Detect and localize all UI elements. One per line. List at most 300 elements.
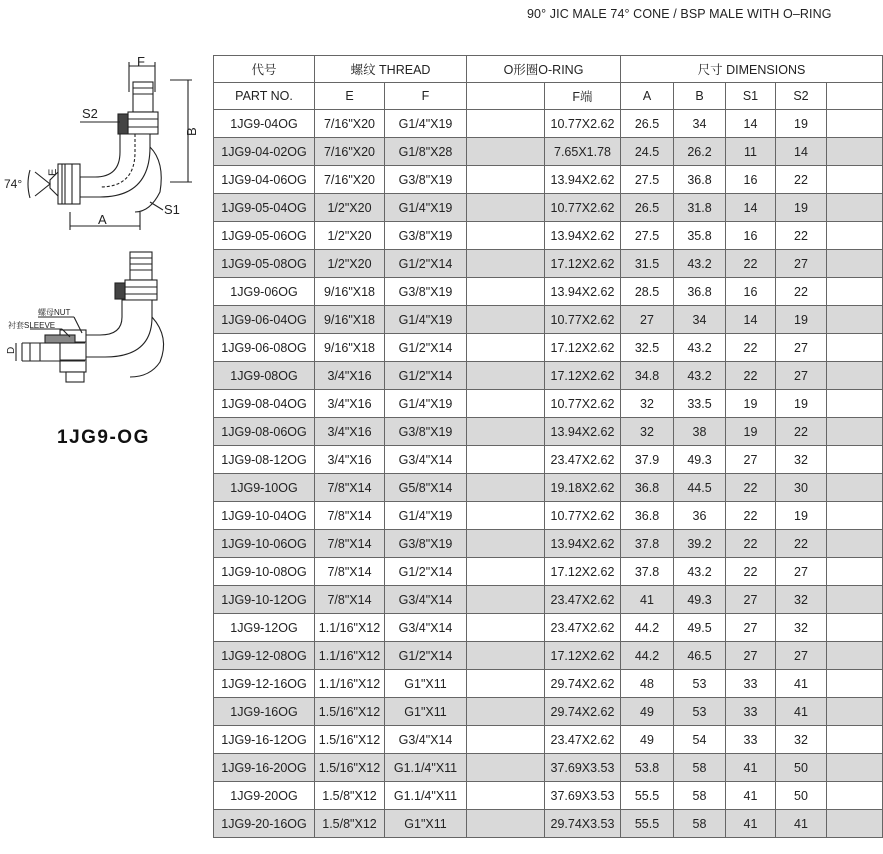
cell-oring: 23.47X2.62: [545, 586, 621, 614]
table-row: [214, 642, 883, 670]
cell-blank-end: [827, 110, 883, 138]
cell-dim-b: 54: [674, 726, 726, 754]
cell-dim-b: 49.3: [674, 586, 726, 614]
table-row: [214, 614, 883, 642]
cell-dim-s2: 19: [776, 110, 827, 138]
cell-thread-e: 1.1/16"X12: [315, 642, 385, 670]
cell-dim-b: 36: [674, 502, 726, 530]
cell-dim-a: 44.2: [621, 614, 674, 642]
cell-part-no: 1JG9-06-08OG: [214, 334, 315, 362]
header-b: B: [674, 83, 726, 110]
cell-oring: 13.94X2.62: [545, 166, 621, 194]
cell-thread-e: 1.1/16"X12: [315, 670, 385, 698]
cell-part-no: 1JG9-05-04OG: [214, 194, 315, 222]
cell-dim-s2: 41: [776, 810, 827, 838]
cell-dim-s2: 19: [776, 390, 827, 418]
cell-part-no: 1JG9-08-06OG: [214, 418, 315, 446]
cell-dim-a: 41: [621, 586, 674, 614]
cell-dim-a: 48: [621, 670, 674, 698]
table-row: [214, 222, 883, 250]
cell-blank: [467, 446, 545, 474]
cell-dim-s1: 41: [726, 810, 776, 838]
cell-blank: [467, 642, 545, 670]
header-dimensions: 尺寸 DIMENSIONS: [621, 56, 883, 83]
cell-dim-s1: 22: [726, 250, 776, 278]
label-angle: 74°: [4, 177, 23, 191]
cell-dim-s1: 14: [726, 306, 776, 334]
page-title: 90° JIC MALE 74° CONE / BSP MALE WITH O–RING: [527, 7, 832, 21]
table-row: [214, 110, 883, 138]
cell-dim-a: 31.5: [621, 250, 674, 278]
cell-blank-end: [827, 222, 883, 250]
table-row: [214, 278, 883, 306]
cell-oring: 29.74X2.62: [545, 698, 621, 726]
cell-dim-s1: 11: [726, 138, 776, 166]
cell-thread-e: 7/16"X20: [315, 138, 385, 166]
label-a: A: [98, 212, 107, 227]
cell-dim-s1: 22: [726, 530, 776, 558]
cell-thread-f: G3/8"X19: [385, 222, 467, 250]
cell-blank: [467, 194, 545, 222]
cell-thread-e: 1.5/16"X12: [315, 698, 385, 726]
cell-thread-f: G3/8"X19: [385, 166, 467, 194]
cell-thread-e: 9/16"X18: [315, 278, 385, 306]
table-row: [214, 166, 883, 194]
cell-thread-f: G1/2"X14: [385, 362, 467, 390]
cell-dim-b: 43.2: [674, 558, 726, 586]
cell-thread-e: 7/8"X14: [315, 502, 385, 530]
cell-dim-a: 55.5: [621, 782, 674, 810]
cell-dim-b: 26.2: [674, 138, 726, 166]
cell-blank-end: [827, 362, 883, 390]
cell-dim-s2: 27: [776, 250, 827, 278]
cell-oring: 23.47X2.62: [545, 446, 621, 474]
header-row-1: [214, 56, 883, 83]
cell-blank-end: [827, 446, 883, 474]
cell-dim-b: 58: [674, 782, 726, 810]
cell-dim-s1: 27: [726, 614, 776, 642]
table-row: [214, 754, 883, 782]
cell-blank-end: [827, 278, 883, 306]
cell-thread-f: G1/8"X28: [385, 138, 467, 166]
cell-blank-end: [827, 502, 883, 530]
header-e: E: [315, 83, 385, 110]
cell-part-no: 1JG9-04OG: [214, 110, 315, 138]
cell-dim-a: 37.9: [621, 446, 674, 474]
technical-drawings: [0, 52, 212, 417]
cell-dim-s1: 22: [726, 502, 776, 530]
cell-dim-b: 49.5: [674, 614, 726, 642]
cell-thread-e: 7/16"X20: [315, 166, 385, 194]
cell-part-no: 1JG9-10OG: [214, 474, 315, 502]
cell-blank: [467, 782, 545, 810]
cell-part-no: 1JG9-10-06OG: [214, 530, 315, 558]
cell-dim-b: 58: [674, 810, 726, 838]
cell-blank: [467, 110, 545, 138]
cell-part-no: 1JG9-12-08OG: [214, 642, 315, 670]
cell-part-no: 1JG9-10-12OG: [214, 586, 315, 614]
label-s2: S2: [82, 106, 98, 121]
cell-blank-end: [827, 670, 883, 698]
cell-thread-e: 3/4"X16: [315, 390, 385, 418]
cell-blank: [467, 754, 545, 782]
cell-part-no: 1JG9-05-06OG: [214, 222, 315, 250]
cell-part-no: 1JG9-06OG: [214, 278, 315, 306]
cell-blank-end: [827, 558, 883, 586]
cell-dim-a: 27.5: [621, 222, 674, 250]
cell-thread-f: G1.1/4"X11: [385, 754, 467, 782]
cell-blank-end: [827, 586, 883, 614]
cell-dim-s1: 16: [726, 166, 776, 194]
cell-thread-e: 3/4"X16: [315, 362, 385, 390]
table-row: [214, 418, 883, 446]
cell-oring: 29.74X3.53: [545, 810, 621, 838]
header-a: A: [621, 83, 674, 110]
cell-dim-s2: 27: [776, 362, 827, 390]
cell-blank-end: [827, 530, 883, 558]
cell-dim-b: 36.8: [674, 166, 726, 194]
cell-dim-a: 26.5: [621, 110, 674, 138]
cell-dim-s1: 27: [726, 446, 776, 474]
cell-dim-a: 36.8: [621, 474, 674, 502]
cell-dim-s1: 22: [726, 334, 776, 362]
label-e: E: [47, 168, 59, 176]
cell-dim-s2: 22: [776, 222, 827, 250]
elbow-drawing-bottom: [16, 252, 164, 382]
cell-dim-a: 28.5: [621, 278, 674, 306]
cell-dim-s2: 22: [776, 418, 827, 446]
cell-part-no: 1JG9-12OG: [214, 614, 315, 642]
cell-dim-a: 32.5: [621, 334, 674, 362]
cell-dim-s2: 32: [776, 614, 827, 642]
cell-blank: [467, 670, 545, 698]
cell-dim-a: 44.2: [621, 642, 674, 670]
cell-part-no: 1JG9-04-02OG: [214, 138, 315, 166]
cell-dim-s2: 41: [776, 698, 827, 726]
cell-dim-b: 43.2: [674, 250, 726, 278]
cell-thread-e: 7/8"X14: [315, 474, 385, 502]
cell-thread-e: 1.5/8"X12: [315, 810, 385, 838]
table-row: [214, 670, 883, 698]
cell-blank: [467, 530, 545, 558]
table-row: [214, 306, 883, 334]
cell-dim-s2: 50: [776, 754, 827, 782]
cell-dim-s2: 32: [776, 586, 827, 614]
label-nut: 螺母NUT: [38, 308, 71, 317]
cell-thread-f: G5/8"X14: [385, 474, 467, 502]
cell-thread-f: G3/8"X19: [385, 530, 467, 558]
cell-thread-e: 7/8"X14: [315, 586, 385, 614]
cell-thread-f: G1"X11: [385, 698, 467, 726]
cell-dim-b: 53: [674, 670, 726, 698]
cell-blank: [467, 586, 545, 614]
cell-part-no: 1JG9-05-08OG: [214, 250, 315, 278]
cell-thread-e: 3/4"X16: [315, 418, 385, 446]
cell-dim-a: 32: [621, 390, 674, 418]
cell-thread-e: 1/2"X20: [315, 250, 385, 278]
cell-dim-s2: 27: [776, 558, 827, 586]
cell-oring: 10.77X2.62: [545, 502, 621, 530]
cell-part-no: 1JG9-08OG: [214, 362, 315, 390]
cell-blank: [467, 390, 545, 418]
table-row: [214, 138, 883, 166]
cell-dim-s2: 30: [776, 474, 827, 502]
cell-dim-b: 38: [674, 418, 726, 446]
cell-dim-a: 37.8: [621, 530, 674, 558]
cell-thread-e: 9/16"X18: [315, 306, 385, 334]
header-part-cn: 代号: [214, 56, 315, 83]
cell-blank: [467, 250, 545, 278]
header-s2: S2: [776, 83, 827, 110]
cell-part-no: 1JG9-16-12OG: [214, 726, 315, 754]
cell-dim-s1: 14: [726, 194, 776, 222]
label-sleeve: 衬套SLEEVE: [8, 321, 56, 330]
cell-blank-end: [827, 754, 883, 782]
cell-dim-s1: 16: [726, 278, 776, 306]
cell-dim-b: 49.3: [674, 446, 726, 474]
cell-blank: [467, 306, 545, 334]
cell-dim-b: 31.8: [674, 194, 726, 222]
cell-dim-b: 44.5: [674, 474, 726, 502]
table-row: [214, 194, 883, 222]
cell-dim-b: 58: [674, 754, 726, 782]
cell-blank-end: [827, 698, 883, 726]
cell-part-no: 1JG9-08-12OG: [214, 446, 315, 474]
cell-dim-a: 26.5: [621, 194, 674, 222]
table-row: [214, 362, 883, 390]
cell-blank-end: [827, 782, 883, 810]
cell-oring: 17.12X2.62: [545, 362, 621, 390]
cell-blank-end: [827, 614, 883, 642]
header-f: F: [385, 83, 467, 110]
cell-blank: [467, 222, 545, 250]
cell-dim-s2: 32: [776, 446, 827, 474]
cell-blank-end: [827, 194, 883, 222]
cell-dim-s2: 14: [776, 138, 827, 166]
cell-blank: [467, 166, 545, 194]
cell-thread-e: 7/16"X20: [315, 110, 385, 138]
cell-dim-b: 43.2: [674, 362, 726, 390]
table-row: [214, 810, 883, 838]
cell-dim-s2: 22: [776, 530, 827, 558]
header-thread: 螺纹 THREAD: [315, 56, 467, 83]
label-f: F: [137, 54, 145, 69]
cell-oring: 37.69X3.53: [545, 754, 621, 782]
cell-part-no: 1JG9-20-16OG: [214, 810, 315, 838]
cell-thread-e: 1.5/16"X12: [315, 726, 385, 754]
table-row: [214, 586, 883, 614]
cell-oring: 17.12X2.62: [545, 642, 621, 670]
cell-dim-b: 36.8: [674, 278, 726, 306]
cell-dim-s1: 27: [726, 642, 776, 670]
cell-blank-end: [827, 138, 883, 166]
cell-thread-e: 9/16"X18: [315, 334, 385, 362]
cell-blank-end: [827, 418, 883, 446]
cell-dim-b: 35.8: [674, 222, 726, 250]
cell-dim-b: 33.5: [674, 390, 726, 418]
cell-dim-s2: 41: [776, 670, 827, 698]
table-row: [214, 698, 883, 726]
cell-dim-s2: 50: [776, 782, 827, 810]
cell-dim-s1: 19: [726, 390, 776, 418]
cell-part-no: 1JG9-04-06OG: [214, 166, 315, 194]
cell-thread-e: 1.5/16"X12: [315, 754, 385, 782]
cell-dim-a: 37.8: [621, 558, 674, 586]
cell-dim-s2: 27: [776, 642, 827, 670]
cell-thread-f: G3/4"X14: [385, 446, 467, 474]
cell-dim-a: 55.5: [621, 810, 674, 838]
cell-dim-s2: 22: [776, 166, 827, 194]
cell-dim-a: 34.8: [621, 362, 674, 390]
cell-blank-end: [827, 334, 883, 362]
label-b: B: [184, 127, 199, 136]
cell-thread-e: 1/2"X20: [315, 194, 385, 222]
cell-thread-f: G3/8"X19: [385, 278, 467, 306]
cell-thread-f: G1/4"X19: [385, 194, 467, 222]
cell-oring: 13.94X2.62: [545, 418, 621, 446]
cell-thread-e: 1/2"X20: [315, 222, 385, 250]
cell-oring: 17.12X2.62: [545, 558, 621, 586]
part-series-label: 1JG9-OG: [57, 427, 150, 448]
cell-oring: 23.47X2.62: [545, 614, 621, 642]
header-blank: [467, 83, 545, 110]
cell-oring: 10.77X2.62: [545, 194, 621, 222]
cell-blank-end: [827, 390, 883, 418]
cell-blank-end: [827, 250, 883, 278]
cell-dim-s1: 41: [726, 754, 776, 782]
cell-oring: 29.74X2.62: [545, 670, 621, 698]
cell-blank-end: [827, 642, 883, 670]
cell-thread-e: 1.1/16"X12: [315, 614, 385, 642]
cell-dim-s2: 19: [776, 194, 827, 222]
cell-dim-a: 24.5: [621, 138, 674, 166]
cell-oring: 10.77X2.62: [545, 110, 621, 138]
cell-thread-f: G3/4"X14: [385, 726, 467, 754]
cell-oring: 17.12X2.62: [545, 334, 621, 362]
cell-thread-f: G1/2"X14: [385, 558, 467, 586]
cell-oring: 10.77X2.62: [545, 390, 621, 418]
cell-dim-s1: 19: [726, 418, 776, 446]
cell-part-no: 1JG9-12-16OG: [214, 670, 315, 698]
header-part-en: PART NO.: [214, 83, 315, 110]
cell-dim-b: 39.2: [674, 530, 726, 558]
cell-thread-f: G1.1/4"X11: [385, 782, 467, 810]
cell-dim-a: 36.8: [621, 502, 674, 530]
cell-thread-f: G1/4"X19: [385, 306, 467, 334]
header-s1: S1: [726, 83, 776, 110]
table-row: [214, 558, 883, 586]
cell-blank: [467, 418, 545, 446]
header-f-end: F端: [545, 83, 621, 110]
cell-dim-b: 43.2: [674, 334, 726, 362]
cell-dim-b: 34: [674, 306, 726, 334]
cell-part-no: 1JG9-20OG: [214, 782, 315, 810]
cell-dim-s2: 27: [776, 334, 827, 362]
cell-dim-a: 27.5: [621, 166, 674, 194]
table-row: [214, 390, 883, 418]
fitting-drawing: [0, 52, 212, 412]
table-row: [214, 530, 883, 558]
label-s1: S1: [164, 202, 180, 217]
cell-oring: 13.94X2.62: [545, 222, 621, 250]
cell-part-no: 1JG9-08-04OG: [214, 390, 315, 418]
cell-thread-e: 7/8"X14: [315, 558, 385, 586]
cell-oring: 13.94X2.62: [545, 278, 621, 306]
cell-dim-s1: 33: [726, 670, 776, 698]
cell-oring: 17.12X2.62: [545, 250, 621, 278]
cell-part-no: 1JG9-16-20OG: [214, 754, 315, 782]
cell-dim-s2: 19: [776, 306, 827, 334]
cell-thread-f: G1/4"X19: [385, 110, 467, 138]
cell-thread-f: G1/4"X19: [385, 502, 467, 530]
cell-thread-f: G3/4"X14: [385, 586, 467, 614]
cell-part-no: 1JG9-06-04OG: [214, 306, 315, 334]
cell-thread-e: 7/8"X14: [315, 530, 385, 558]
cell-thread-f: G3/4"X14: [385, 614, 467, 642]
cell-blank: [467, 810, 545, 838]
header-oring: O形圈O-RING: [467, 56, 621, 83]
cell-blank: [467, 362, 545, 390]
cell-blank: [467, 726, 545, 754]
cell-oring: 23.47X2.62: [545, 726, 621, 754]
cell-oring: 7.65X1.78: [545, 138, 621, 166]
cell-dim-s1: 27: [726, 586, 776, 614]
cell-oring: 10.77X2.62: [545, 306, 621, 334]
cell-dim-s1: 22: [726, 362, 776, 390]
cell-thread-f: G1/2"X14: [385, 250, 467, 278]
spec-table-body: [214, 110, 883, 838]
cell-thread-f: G1/4"X19: [385, 390, 467, 418]
cell-dim-a: 27: [621, 306, 674, 334]
cell-part-no: 1JG9-10-08OG: [214, 558, 315, 586]
cell-part-no: 1JG9-16OG: [214, 698, 315, 726]
cell-oring: 13.94X2.62: [545, 530, 621, 558]
cell-dim-s1: 16: [726, 222, 776, 250]
cell-dim-s1: 33: [726, 698, 776, 726]
cell-dim-s1: 33: [726, 726, 776, 754]
cell-thread-f: G1/2"X14: [385, 642, 467, 670]
cell-dim-s1: 14: [726, 110, 776, 138]
cell-dim-s1: 22: [726, 558, 776, 586]
cell-thread-e: 1.5/8"X12: [315, 782, 385, 810]
cell-thread-f: G1"X11: [385, 670, 467, 698]
cell-dim-s2: 22: [776, 278, 827, 306]
table-row: [214, 250, 883, 278]
table-row: [214, 474, 883, 502]
cell-blank-end: [827, 166, 883, 194]
table-row: [214, 726, 883, 754]
cell-dim-a: 49: [621, 726, 674, 754]
cell-dim-s2: 19: [776, 502, 827, 530]
cell-dim-s2: 32: [776, 726, 827, 754]
cell-blank: [467, 474, 545, 502]
label-d: D: [6, 346, 17, 354]
cell-dim-b: 53: [674, 698, 726, 726]
cell-blank: [467, 698, 545, 726]
cell-blank-end: [827, 726, 883, 754]
table-row: [214, 502, 883, 530]
table-row: [214, 446, 883, 474]
cell-blank: [467, 558, 545, 586]
cell-blank-end: [827, 810, 883, 838]
cell-blank: [467, 502, 545, 530]
cell-dim-s1: 41: [726, 782, 776, 810]
cell-thread-e: 3/4"X16: [315, 446, 385, 474]
cell-blank: [467, 278, 545, 306]
cell-blank: [467, 138, 545, 166]
cell-thread-f: G1/2"X14: [385, 334, 467, 362]
cell-oring: 19.18X2.62: [545, 474, 621, 502]
